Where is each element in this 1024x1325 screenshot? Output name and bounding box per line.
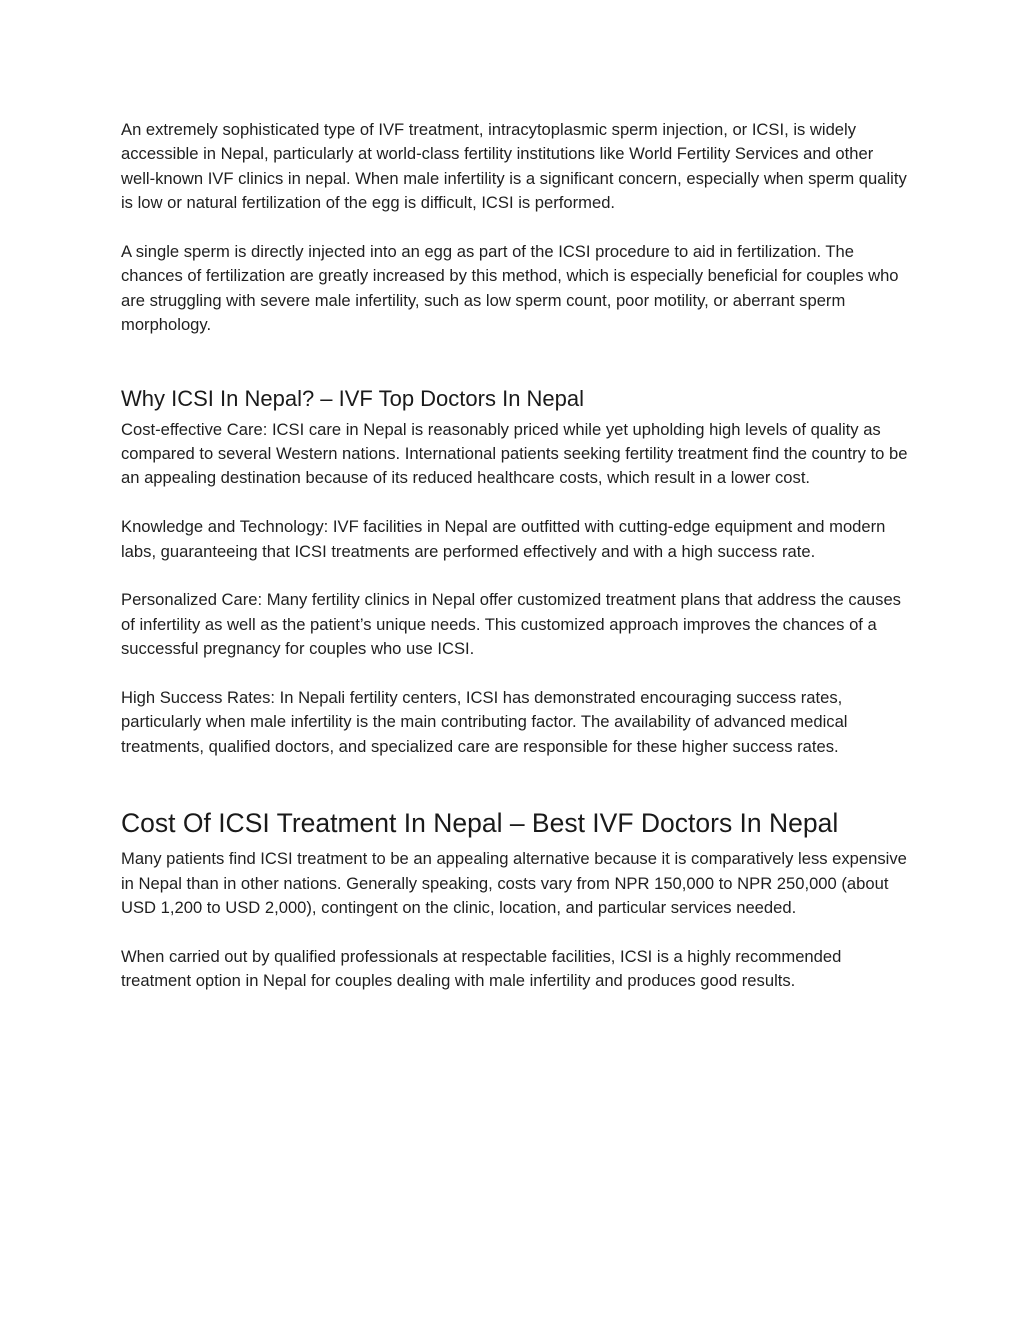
why-icsi-heading: Why ICSI In Nepal? – IVF Top Doctors In Nepal: [121, 385, 585, 411]
cost-paragraph-2: When carried out by qualified professionals at respectable facilities, ICSI is a highly recommended treatment option in Nepal for couples dealing with male infertility and produces good results.: [121, 946, 842, 991]
paragraph-gap: [121, 491, 911, 515]
cost-effective-care-paragraph: Cost-effective Care: ICSI care in Nepal is reasonably priced while yet upholding high levels of quality as compared to several Western nations. International patients seeking fertility treatment find the country to be an appealing destination because of its reduced healthcare costs, which result in a lower cost.: [121, 419, 908, 488]
high-success-rates-paragraph: High Success Rates: In Nepali fertility centers, ICSI has demonstrated encouraging success rates, particularly when male infertility is the main contributing factor. The availability of advanced medical treatments, qualified doctors, and specialized care are responsible for these higher success rates.: [121, 688, 848, 756]
paragraph-gap: [121, 216, 911, 240]
section-gap: [121, 338, 911, 384]
paragraph-gap: [121, 564, 911, 588]
intro-paragraph-1: An extremely sophisticated type of IVF treatment, intracytoplasmic sperm injection, or ICSI, is widely accessible in Nepal, particularly at world-class fertility institutions like World Fertility Services and other well-known IVF clinics in nepal. When male infertility is a significant concern, especially when sperm quality is low or natural fertilization of the egg is difficult, ICSI is performed.: [121, 120, 907, 213]
document-page: [121, 118, 911, 994]
personalized-care-paragraph: Personalized Care: Many fertility clinics in Nepal offer customized treatment plans that address the causes of infertility as well as the patient’s unique needs. This customized approach improves the chances of a successful pregnancy for couples who use ICSI.: [121, 590, 901, 659]
intro-paragraph-2: A single sperm is directly injected into an egg as part of the ICSI procedure to aid in fertilization. The chances of fertilization are greatly increased by this method, which is especially beneficial for couples who are struggling with severe male infertility, such as low sperm count, poor motility, or aberrant sperm morphology.: [121, 242, 899, 335]
cost-of-icsi-heading: Cost Of ICSI Treatment In Nepal – Best IVF Doctors In Nepal: [121, 808, 839, 839]
cost-paragraph-1: Many patients find ICSI treatment to be an appealing alternative because it is comparatively less expensive in Nepal than in other nations. Generally speaking, costs vary from NPR 150,000 to NPR 250,000 (about USD 1,200 to USD 2,000), contingent on the clinic, location, and particular services needed.: [121, 849, 907, 918]
section-gap: [121, 759, 911, 805]
paragraph-gap: [121, 921, 911, 945]
knowledge-technology-paragraph: Knowledge and Technology: IVF facilities in Nepal are outfitted with cutting-edge equipment and modern labs, guaranteeing that ICSI treatments are performed effectively and with a high success rate.: [121, 517, 886, 561]
paragraph-gap: [121, 662, 911, 686]
